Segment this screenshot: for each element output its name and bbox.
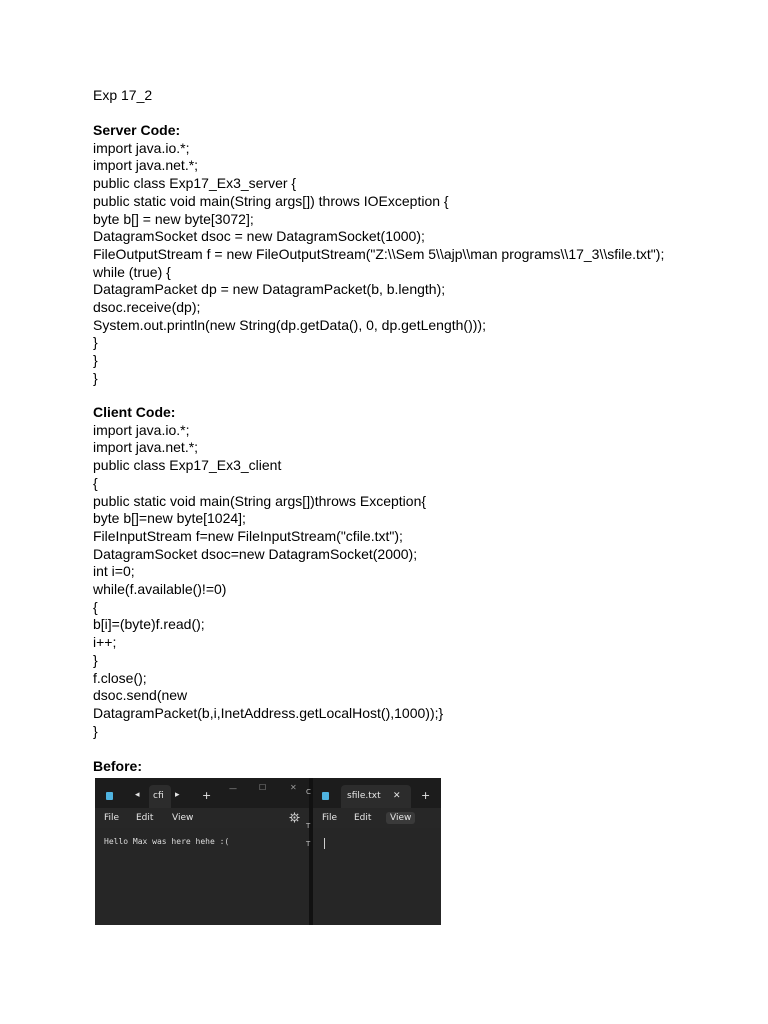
server-code-line: }: [93, 334, 98, 351]
minimize-button[interactable]: —: [229, 784, 237, 793]
gear-icon[interactable]: [289, 812, 300, 823]
server-code-line: public class Exp17_Ex3_server {: [93, 175, 297, 192]
server-code-line: FileOutputStream f = new FileOutputStream("Z:\\Sem 5\\ajp\\man programs\\17_3\\sfile.txt");: [93, 245, 665, 262]
server-code-line: DatagramSocket dsoc = new DatagramSocket(1000);: [93, 228, 425, 245]
menubar: [95, 808, 309, 828]
client-code-line: }: [93, 722, 98, 739]
client-code-line: i++;: [93, 634, 117, 651]
peek-glyph: T: [306, 822, 311, 830]
close-tab-icon[interactable]: ✕: [393, 791, 401, 801]
client-code-line: FileInputStream f=new FileInputStream("cfile.txt");: [93, 527, 403, 544]
before-screenshot: [95, 778, 441, 925]
client-code-line: {: [93, 474, 98, 491]
tab-label: cfi: [153, 791, 164, 801]
server-code-line: dsoc.receive(dp);: [93, 299, 201, 316]
server-code-line: }: [93, 352, 98, 369]
server-code-line: System.out.println(new String(dp.getData(), 0, dp.getLength()));: [93, 316, 486, 333]
maximize-button[interactable]: ☐: [259, 783, 267, 792]
titlebar: [95, 778, 309, 808]
server-code-line: while (true) {: [93, 263, 171, 280]
new-tab-button[interactable]: +: [421, 789, 431, 802]
editor-area[interactable]: [313, 828, 441, 925]
client-code-line: import java.io.*;: [93, 421, 190, 438]
document-title: Exp 17_2: [93, 87, 153, 103]
notepad-icon: [106, 792, 113, 800]
menu-file[interactable]: File: [104, 813, 120, 823]
notepad-icon: [322, 792, 329, 800]
client-code-line: byte b[]=new byte[1024];: [93, 510, 246, 527]
tab-sfile[interactable]: [341, 785, 411, 808]
titlebar: [313, 778, 441, 808]
menu-view[interactable]: View: [386, 812, 415, 824]
editor-area[interactable]: [95, 828, 309, 925]
client-code-line: while(f.available()!=0): [93, 581, 227, 598]
server-code-line: byte b[] = new byte[3072];: [93, 210, 254, 227]
new-tab-button[interactable]: +: [202, 789, 212, 802]
client-code-line: f.close();: [93, 669, 147, 686]
close-button[interactable]: ✕: [290, 783, 297, 792]
client-code-section: [93, 404, 443, 740]
previous-tab-icon[interactable]: ◂: [135, 790, 140, 800]
server-code-line: import java.io.*;: [93, 139, 190, 156]
client-code-heading: Client Code:: [93, 404, 176, 420]
menu-file[interactable]: File: [322, 813, 338, 823]
client-code-line: b[i]=(byte)f.read();: [93, 616, 205, 633]
client-code-line: DatagramSocket dsoc=new DatagramSocket(2000);: [93, 545, 418, 562]
menu-edit[interactable]: Edit: [354, 813, 372, 823]
client-code-line: dsoc.send(new: [93, 687, 188, 704]
text-caret: [324, 838, 325, 849]
client-code-line: int i=0;: [93, 563, 135, 580]
before-heading: Before:: [93, 758, 143, 774]
notepad-window-cfile: [95, 778, 309, 925]
tab-cfile[interactable]: [149, 785, 171, 808]
client-code-line: public static void main(String args[])throws Exception{: [93, 492, 427, 509]
menu-edit[interactable]: Edit: [136, 813, 154, 823]
peek-glyph: C: [306, 788, 311, 796]
peek-glyph: T: [306, 840, 311, 848]
client-code-line: }: [93, 651, 98, 668]
server-code-section: [93, 122, 664, 388]
editor-content: Hello Max was here hehe :(: [104, 837, 230, 846]
server-code-line: public static void main(String args[]) throws IOException {: [93, 192, 449, 209]
notepad-window-sfile: [313, 778, 441, 925]
menu-view[interactable]: View: [172, 813, 194, 823]
client-code-line: {: [93, 598, 98, 615]
tab-label: sfile.txt: [347, 791, 381, 801]
server-code-line: DatagramPacket dp = new DatagramPacket(b, b.length);: [93, 281, 446, 298]
client-code-line: public class Exp17_Ex3_client: [93, 457, 282, 474]
menubar: [313, 808, 441, 828]
next-tab-icon[interactable]: ▸: [175, 790, 180, 800]
client-code-line: import java.net.*;: [93, 439, 199, 456]
client-code-line: DatagramPacket(b,i,InetAddress.getLocalHost(),1000));}: [93, 704, 444, 721]
server-code-line: }: [93, 369, 98, 386]
server-code-heading: Server Code:: [93, 122, 181, 138]
server-code-line: import java.net.*;: [93, 157, 199, 174]
